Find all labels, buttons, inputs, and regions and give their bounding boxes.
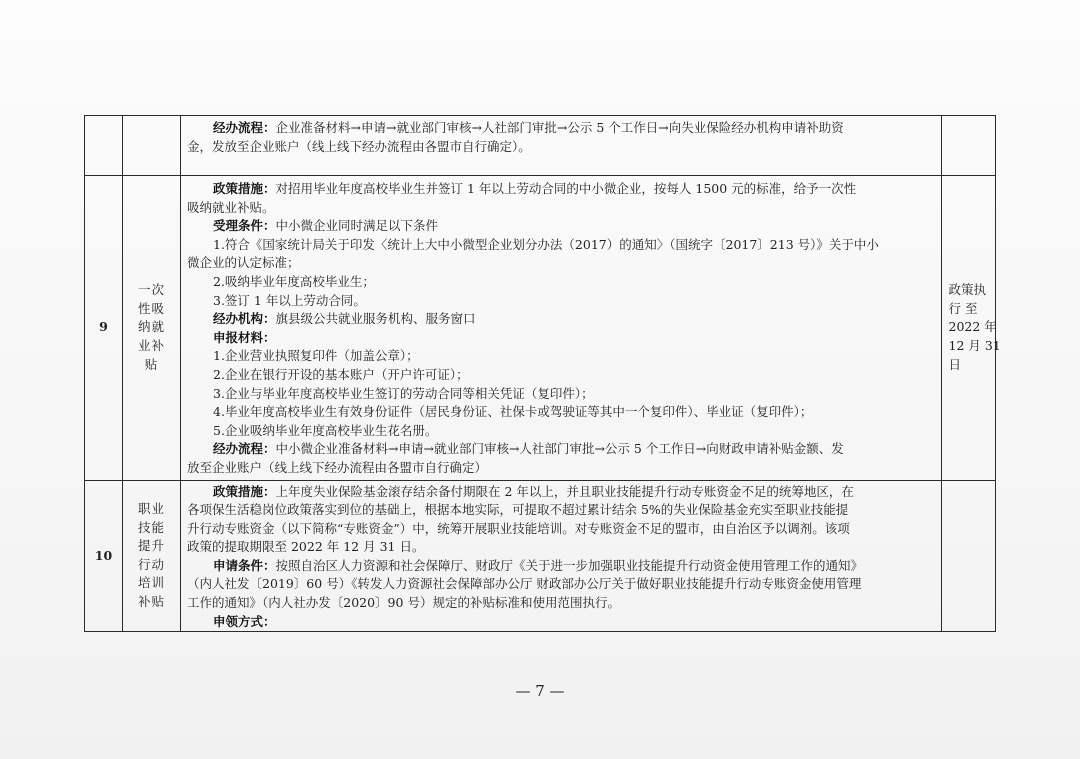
item-name-line: 技能	[137, 519, 165, 535]
item-name-line: 纳就	[137, 319, 165, 335]
item-name-line: 培训	[137, 575, 165, 591]
content-text: 升行动专账资金（以下简称“专账资金”）中，统筹开展职业技能培训。对专账资金不足的盟市，由自治区予以调剂。该项	[187, 520, 850, 536]
content-text: 中小微企业准备材料→申请→就业部门审核→人社部门审批→公示 5 个工作日→向财政申请补贴金额、发	[275, 441, 844, 457]
content-text: 按照自治区人力资源和社会保障厅、财政厅《关于进一步加强职业技能提升行动资金使用管理工作的通知》	[275, 557, 864, 573]
content-text: 放至企业账户（线上线下经办流程由各盟市自行确定）	[187, 459, 488, 475]
item-name-line: 业补	[137, 338, 165, 354]
item-name-line: 职业	[137, 501, 165, 517]
content-text: 工作的通知》（内人社办发〔2020〕90 号）规定的补贴标准和使用范围执行。	[187, 595, 620, 611]
row-number: 10	[85, 480, 123, 632]
section-label: 申请条件：	[213, 557, 276, 573]
content-text: 5.企业吸纳毕业年度高校毕业生花名册。	[213, 422, 438, 438]
item-name	[123, 176, 181, 481]
content-cell	[181, 116, 942, 176]
page-number: — 7 —	[515, 682, 565, 700]
content-cell	[181, 176, 942, 481]
note-line: 政策执	[948, 282, 987, 298]
item-name-line: 一次	[137, 282, 165, 298]
content-text: 旗县级公共就业服务机构、服务窗口	[275, 311, 476, 327]
item-name-cell	[123, 116, 181, 176]
table-row-continued	[85, 116, 996, 176]
section-label: 经办流程：	[213, 120, 276, 135]
item-name-line: 补贴	[137, 594, 165, 610]
content-text: 2.企业在银行开设的基本账户（开户许可证）；	[213, 366, 469, 382]
item-name	[123, 480, 181, 632]
section-label: 申领方式：	[213, 613, 276, 629]
item-name-line: 提升	[137, 538, 165, 554]
row-number-cell	[85, 116, 123, 176]
note-cell	[942, 176, 1001, 481]
note-cell	[942, 116, 996, 176]
policy-table	[84, 115, 1001, 632]
item-name-line: 贴	[144, 356, 159, 372]
section-label: 政策措施：	[213, 483, 276, 499]
section-label: 受理条件：	[213, 218, 276, 234]
content-text: 1.符合《国家统计局关于印发〈统计上大中小微型企业划分办法（2017）的通知〉（国统字〔2017〕213 号）》关于中小	[213, 236, 879, 252]
content-text: （内人社发〔2019〕60 号）《转发人力资源社会保障部办公厅 财政部办公厅关于做好职业技能提升行动专账资金使用管理	[187, 576, 862, 592]
content-text: 4.毕业年度高校毕业生有效身份证件（居民身份证、社保卡或驾驶证等其中一个复印件）、毕业证（复印件）；	[213, 404, 813, 420]
item-name-line: 行动	[137, 556, 165, 572]
note-line: 日	[948, 356, 962, 372]
note-cell	[942, 480, 996, 632]
content-text: 上年度失业保险基金滚存结余备付期限在 2 年以上，并且职业技能提升行动专账资金不足的统筹地区，在	[275, 483, 854, 499]
content-text: 中小微企业同时满足以下条件	[275, 218, 439, 234]
table-row-9	[85, 176, 996, 481]
content-text: 对招用毕业年度高校毕业生并签订 1 年以上劳动合同的中小微企业，按每人 1500 元的标准，给予一次性	[275, 181, 857, 196]
item-name-line: 性吸	[137, 300, 165, 316]
content-text: 政策的提取期限至 2022 年 12 月 31 日。	[187, 539, 425, 555]
content-text: 3.签订 1 年以上劳动合同。	[213, 292, 366, 308]
content-text: 3.企业与毕业年度高校毕业生签订的劳动合同等相关凭证（复印件）；	[213, 385, 594, 401]
content-text: 各项保生活稳岗位政策落实到位的基础上，根据本地实际，可提取不超过累计结余 5%的失业保险基金充实至职业技能提	[187, 502, 849, 518]
table-row-10	[85, 480, 996, 632]
content-text: 企业准备材料→申请→就业部门审核→人社部门审批→公示 5 个工作日→向失业保险经办机构申请补助资	[275, 120, 844, 135]
row-number: 9	[85, 176, 123, 481]
section-label: 经办流程：	[213, 441, 276, 457]
section-label: 申报材料：	[213, 329, 276, 345]
note-line: 行 至	[948, 300, 978, 316]
section-label: 经办机构：	[213, 311, 276, 327]
content-text: 吸纳就业补贴。	[187, 199, 275, 215]
content-text: 2.吸纳毕业年度高校毕业生；	[213, 273, 375, 289]
content-cell	[181, 480, 942, 632]
content-text: 金，发放至企业账户（线上线下经办流程由各盟市自行确定）。	[187, 138, 531, 154]
content-text: 微企业的认定标准；	[187, 255, 300, 271]
note-line: 2022 年	[948, 319, 997, 335]
content-text: 1.企业营业执照复印件（加盖公章）；	[213, 348, 419, 364]
note-line: 12 月 31	[948, 338, 1001, 354]
section-label: 政策措施：	[213, 181, 276, 196]
